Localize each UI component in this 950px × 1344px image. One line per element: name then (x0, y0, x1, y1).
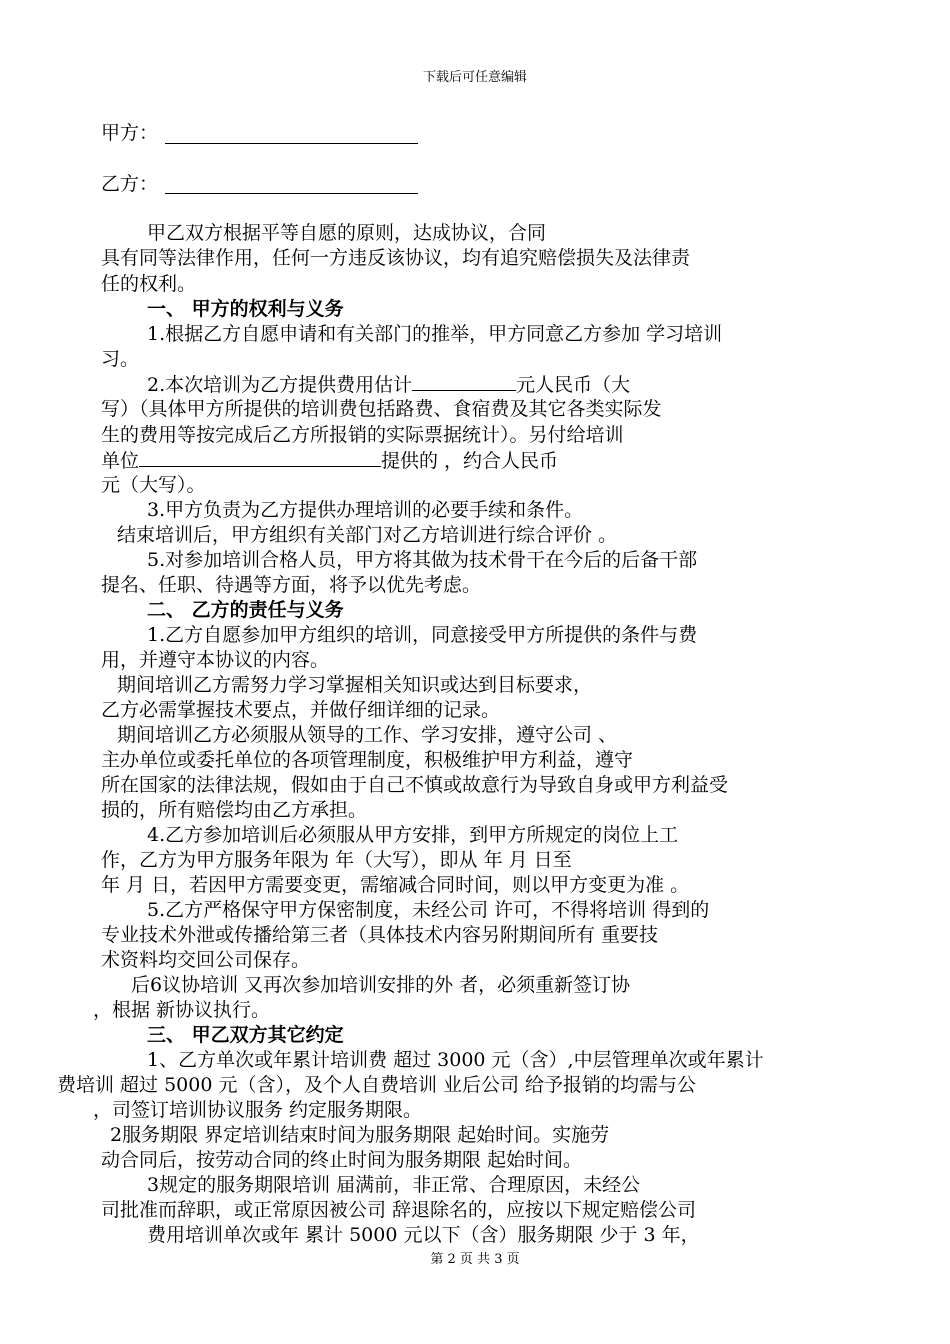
line-text: 3.甲方负责为乙方提供办理培训的必要手续和条件。 (147, 499, 584, 521)
text-line (93, 998, 270, 1022)
line-text: 乙方必需掌握技术要点，并做仔细详细的记录。 (101, 699, 501, 721)
text-line (147, 1223, 700, 1247)
text-line (101, 798, 367, 822)
line-text: 术资料均交回公司保存。 (101, 949, 311, 971)
text-line (101, 1198, 696, 1222)
party-a-signature-line (165, 143, 418, 144)
text-line (101, 948, 310, 972)
page-header: 下载后可任意编辑 (422, 70, 527, 85)
text-line (147, 898, 709, 922)
text-line (147, 372, 630, 396)
line-text: 2.本次培训为乙方提供费用估计 (147, 374, 413, 396)
line-text: 习。 (101, 348, 140, 370)
line-text: 5.对参加培训合格人员，甲方将其做为技术骨干在今后的后备干部 (147, 549, 698, 571)
line-text: 任的权利。 (101, 273, 197, 295)
text-line (101, 423, 624, 447)
section-heading (147, 1023, 344, 1047)
text-line (101, 397, 662, 421)
text-line (147, 823, 678, 847)
line-text-rest: 提供的 ，约合人民币 (381, 450, 559, 472)
fill-in-blank (412, 372, 516, 391)
line-text: 2服务期限 界定培训结束时间为服务期限 起始时间。实施劳 (110, 1124, 610, 1146)
text-line (110, 1123, 609, 1147)
line-text: 1、乙方单次或年累计培训费 超过 3000 元（含）,中层管理单次或年累计 (147, 1049, 764, 1071)
text-line (101, 648, 329, 672)
section-heading (147, 598, 344, 622)
fill-in-blank (139, 448, 381, 467)
text-line (147, 498, 583, 522)
line-text: 期间培训乙方必须服从领导的工作、学习安排，遵守公司 、 (117, 724, 618, 746)
line-text: 生的费用等按完成后乙方所报销的实际票据统计）。另付给培训 (101, 424, 624, 446)
line-text: 提名、任职、待遇等方面，将予以优先考虑。 (101, 574, 482, 596)
text-line (147, 548, 697, 572)
line-text: 期间培训乙方需努力学习掌握相关知识或达到目标要求， (117, 674, 593, 696)
line-text: 司批准而辞职，或正常原因被公司 辞退除名的，应按以下规定赔偿公司 (101, 1199, 697, 1221)
party-b-label: 乙方： (101, 173, 159, 195)
text-line (101, 473, 206, 497)
text-line (101, 573, 481, 597)
line-text: 一、 甲方的权利与义务 (147, 298, 344, 320)
line-text: 1.根据乙方自愿申请和有关部门的推举，甲方同意乙方参加 学习培训 (147, 323, 723, 345)
line-text: 三、 甲乙双方其它约定 (147, 1024, 344, 1046)
line-text: 专业技术外泄或传播给第三者（具体技术内容另附期间所有 重要技 (101, 924, 659, 946)
text-line (101, 246, 690, 270)
line-text: 5.乙方严格保守甲方保密制度，未经公司 许可，不得将培训 得到的 (147, 899, 710, 921)
text-line (131, 973, 630, 997)
text-line (117, 523, 617, 547)
line-text: 费用培训单次或年 累计 5000 元以下（含）服务期限 少于 3 年， (147, 1224, 700, 1246)
line-text: 损的，所有赔偿均由乙方承担。 (101, 799, 368, 821)
line-text-rest: 元人民币（大 (516, 374, 631, 396)
text-line (147, 221, 546, 245)
line-text: 结束培训后，甲方组织有关部门对乙方培训进行综合评价 。 (117, 524, 618, 546)
text-line (101, 773, 728, 797)
line-text: 主办单位或委托单位的各项管理制度，积极维护甲方利益，遵守 (101, 749, 634, 771)
line-text: 具有同等法律作用，任何一方违反该协议，均有追究赔偿损失及法律责 (101, 247, 691, 269)
text-line (101, 347, 139, 371)
text-line (93, 1098, 422, 1122)
line-text: 3规定的服务期限培训 届满前，非正常、合理原因，未经公 (147, 1174, 641, 1196)
text-line (147, 1048, 764, 1072)
line-text: 1.乙方自愿参加甲方组织的培训，同意接受甲方所提供的条件与费 (147, 624, 698, 646)
text-line (101, 272, 196, 296)
text-line (101, 923, 658, 947)
line-text: 动合同后，按劳动合同的终止时间为服务期限 起始时间。 (101, 1149, 583, 1171)
section-heading (147, 297, 344, 321)
line-text: ，司签订培训协议服务 约定服务期限。 (93, 1099, 423, 1121)
text-line (117, 673, 592, 697)
text-line (101, 848, 572, 872)
text-line (101, 698, 500, 722)
line-text: 二、 乙方的责任与义务 (147, 599, 344, 621)
text-line (147, 322, 722, 346)
text-line (147, 623, 697, 647)
party-b-signature-line (165, 193, 418, 194)
line-text: 用，并遵守本协议的内容。 (101, 649, 330, 671)
text-line (57, 1073, 696, 1097)
line-text: 写）（具体甲方所提供的培训费包括路费、食宿费及其它各类实际发 (101, 398, 662, 420)
line-text: 甲乙双方根据平等自愿的原则，达成协议，合同 (147, 222, 547, 244)
line-text: 元（大写）。 (101, 474, 206, 496)
text-line (101, 748, 633, 772)
line-text: 费培训 超过 5000 元（含），及个人自费培训 业后公司 给予报销的均需与公 (57, 1074, 697, 1096)
line-text: ，根据 新协议执行。 (93, 999, 271, 1021)
page-footer: 第 2 页 共 3 页 (430, 1252, 520, 1267)
line-text: 4.乙方参加培训后必须服从甲方安排，到甲方所规定的岗位上工 (147, 824, 679, 846)
party-a-label: 甲方： (101, 122, 159, 144)
text-line (101, 1148, 582, 1172)
text-line (101, 448, 558, 472)
line-text: 单位 (101, 450, 140, 472)
text-line (101, 873, 689, 897)
text-line (147, 1173, 640, 1197)
line-text: 作，乙方为甲方服务年限为 年（大写），即从 年 月 日至 (101, 849, 572, 871)
line-text: 后6议协培训 又再次参加培训安排的外 者，必须重新签订协 (131, 974, 631, 996)
line-text: 年 月 日，若因甲方需要变更，需缩减合同时间，则以甲方变更为准 。 (101, 874, 690, 896)
text-line (117, 723, 617, 747)
line-text: 所在国家的法律法规，假如由于自己不慎或故意行为导致自身或甲方利益受 (101, 774, 729, 796)
